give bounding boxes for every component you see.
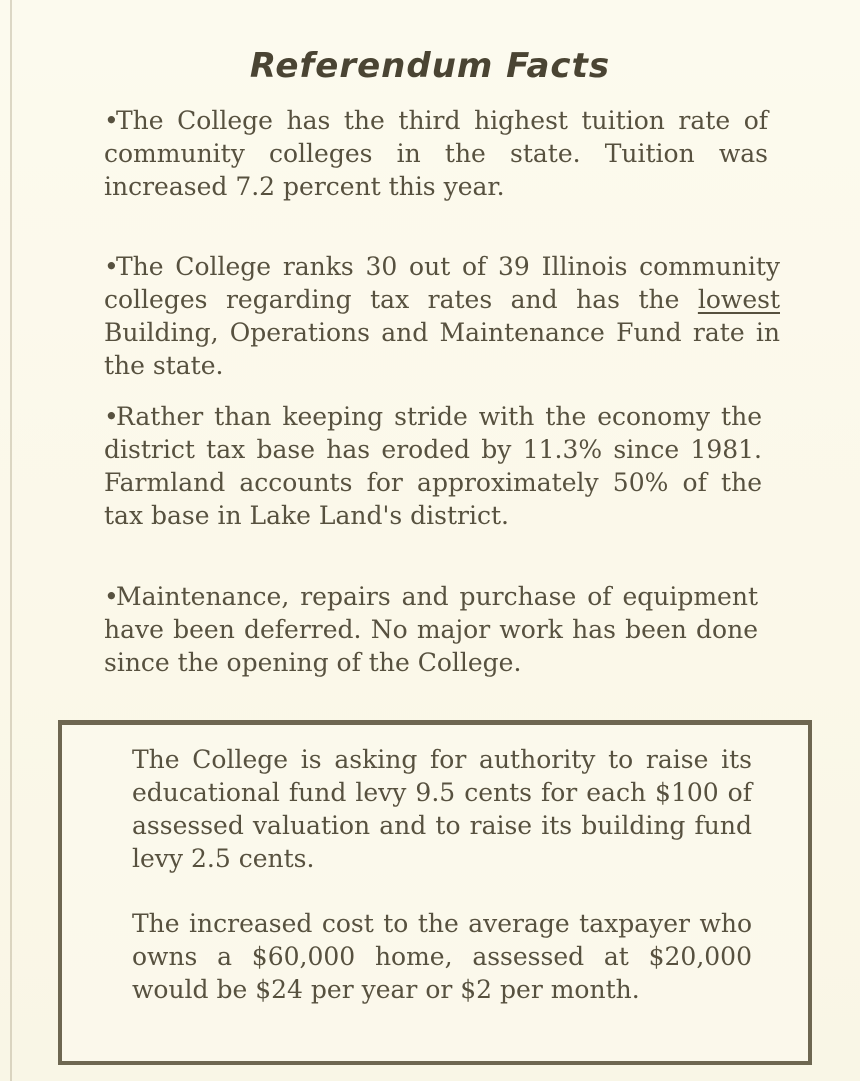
taxpayer-cost-paragraph: The increased cost to the average taxpayer who owns a $60,000 home, assessed at $20,000 would be $24 per year or $2 per month.	[132, 909, 752, 1004]
fact-text: Rather than keeping stride with the economy the district tax base has eroded by 11.3% since 1981. Farmland accounts for approximately 50% of the tax base in Lake Land's district.	[104, 402, 762, 530]
fact-emphasis-underlined: lowest	[697, 285, 780, 314]
fact-bullet-4	[104, 580, 758, 679]
fact-text: Maintenance, repairs and purchase of equipment have been deferred. No major work has been done since the opening of the College.	[104, 582, 758, 677]
fact-text-before: The College ranks 30 out of 39 Illinois community colleges regarding tax rates and has the	[104, 252, 780, 314]
levy-request-paragraph: The College is asking for authority to raise its educational fund levy 9.5 cents for each $100 of assessed valuation and to raise its building fund levy 2.5 cents.	[132, 745, 752, 873]
bullet-marker: •	[104, 402, 119, 431]
levy-info-box	[58, 720, 812, 1065]
page-edge-shadow	[10, 0, 12, 1081]
bullet-marker: •	[104, 582, 119, 611]
bullet-marker: •	[104, 106, 119, 135]
fact-bullet-1	[104, 104, 768, 203]
fact-bullet-3	[104, 400, 762, 532]
fact-bullet-2	[104, 250, 780, 382]
fact-text: The College has the third highest tuition rate of community colleges in the state. Tuition was increased 7.2 percent this year.	[104, 106, 768, 201]
fact-text-after: Building, Operations and Maintenance Fund rate in the state.	[104, 318, 780, 380]
bullet-marker: •	[104, 252, 119, 281]
page-title: Referendum Facts	[249, 46, 611, 86]
